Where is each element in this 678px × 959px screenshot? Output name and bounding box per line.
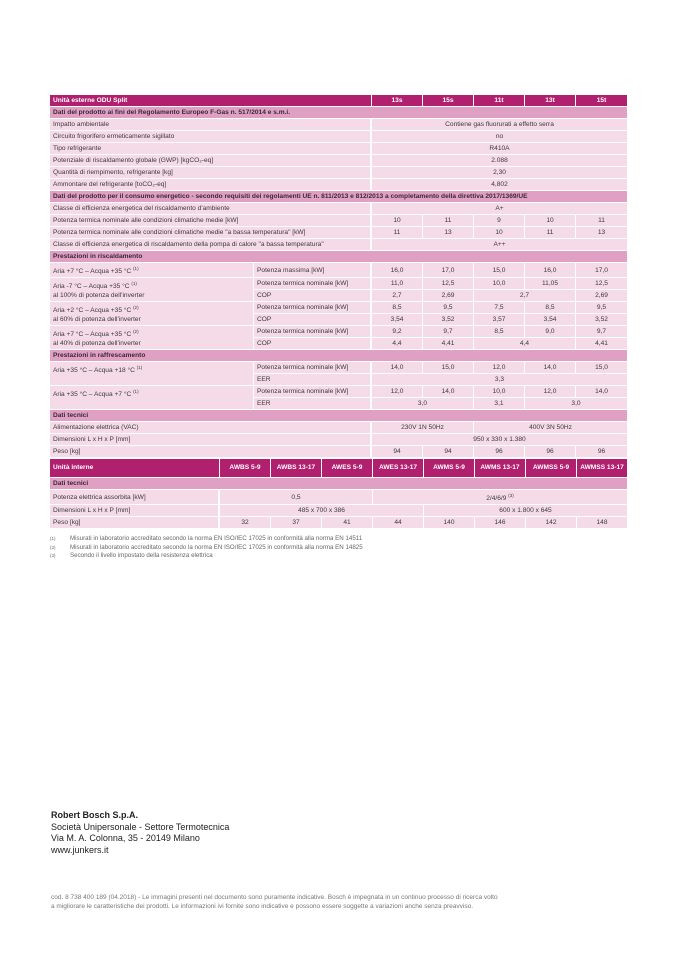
footnotes <box>50 535 627 561</box>
disclaimer <box>51 893 611 911</box>
cooling-value: 12,0 <box>524 386 575 398</box>
tech-label: Peso [kg] <box>50 446 371 458</box>
heating-value: 4,4 <box>473 338 575 350</box>
energy-value: A+ <box>371 203 627 215</box>
idu-value: 485 x 700 x 386 <box>219 505 423 517</box>
energy-value: 13 <box>422 227 473 239</box>
col-13t: 13t <box>524 95 575 107</box>
idu-value: 37 <box>270 517 321 529</box>
heating-section: Prestazioni in riscaldamento <box>50 251 627 263</box>
odu-header-row <box>50 95 627 107</box>
heating-value: 9,0 <box>524 326 575 338</box>
heating-value: 17,0 <box>575 263 627 278</box>
heating-param: COP <box>254 338 371 350</box>
heating-param: COP <box>254 290 371 302</box>
idu-value: 32 <box>219 517 270 529</box>
energy-value: 10 <box>371 215 422 227</box>
idu-title: Unità interne <box>50 459 219 478</box>
idu-value: 2/4/6/9 $^{(3)}$ <box>372 490 627 505</box>
heating-value: 3,52 <box>422 314 473 326</box>
fgas-label: Ammontare del refrigerante [toCO₂-eq] <box>50 179 371 191</box>
idu-label: Dimensioni L x H x P [mm] <box>50 505 219 517</box>
heating-param: Potenza massima [kW] <box>254 263 371 278</box>
company-line: Società Unipersonale - Settore Termotecnica <box>51 821 230 832</box>
tech-label: Alimentazione elettrica (VAC) <box>50 422 371 434</box>
heating-value: 2,69 <box>422 290 473 302</box>
col-awbs-5-9: AWBS 5-9 <box>219 459 270 478</box>
heating-value: 9,7 <box>422 326 473 338</box>
cooling-param: Potenza termica nominale [kW] <box>254 362 371 374</box>
heating-value: 12,5 <box>422 278 473 290</box>
heating-condition: Aria +7 °C – Acqua +35 °C $^{(1)}$ <box>50 263 254 278</box>
idu-label: Potenza elettrica assorbita [kW] <box>50 490 219 505</box>
heating-param: Potenza termica nominale [kW] <box>254 278 371 290</box>
cooling-condition: Aria +35 °C – Acqua +18 °C $^{(1)}$ <box>50 362 254 386</box>
fgas-label: Circuito frigorifero ermeticamente sigillato <box>50 131 371 143</box>
fgas-value: 4,802 <box>371 179 627 191</box>
odu-table <box>50 95 627 458</box>
tech-value: 400V 3N 50Hz <box>473 422 627 434</box>
energy-value: 11 <box>575 215 627 227</box>
cooling-param: Potenza termica nominale [kW] <box>254 386 371 398</box>
energy-value: 11 <box>422 215 473 227</box>
idu-value: 41 <box>321 517 372 529</box>
odu-title: Unità esterne ODU Split <box>50 95 371 107</box>
tech-value: 94 <box>422 446 473 458</box>
heating-value: 16,0 <box>371 263 422 278</box>
fgas-value: 2.088 <box>371 155 627 167</box>
col-11t: 11t <box>473 95 524 107</box>
fgas-label: Tipo refrigerante <box>50 143 371 155</box>
heating-condition: Aria -7 °C – Acqua +35 °C $^{(1)}$ al 100% di potenza dell'inverter <box>50 278 254 302</box>
energy-value: 13 <box>575 227 627 239</box>
col-awms-5-9: AWMS 5-9 <box>423 459 474 478</box>
energy-value: 9 <box>473 215 524 227</box>
fgas-value: no <box>371 131 627 143</box>
tech-value: 96 <box>473 446 524 458</box>
cooling-param: EER <box>254 374 371 386</box>
fgas-value: 2,30 <box>371 167 627 179</box>
idu-value: 142 <box>525 517 576 529</box>
tech-label: Dimensioni L x H x P [mm] <box>50 434 371 446</box>
idu-table <box>50 459 627 529</box>
fgas-label: Potenziale di riscaldamento globale (GWP) [kgCO₂-eq] <box>50 155 371 167</box>
heating-value: 9,7 <box>575 326 627 338</box>
tech-value: 950 x 330 x 1.380 <box>371 434 627 446</box>
fgas-label: Quantità di riempimento, refrigerante [kg] <box>50 167 371 179</box>
tech-value: 96 <box>524 446 575 458</box>
idu-value: 44 <box>372 517 423 529</box>
energy-label: Classe di efficienza energetica di riscaldamento della pompa di calore "a bassa temperatura" <box>50 239 371 251</box>
col-awes-5-9: AWES 5-9 <box>321 459 372 478</box>
fgas-value: Contiene gas fluorurati a effetto serra <box>371 119 627 131</box>
col-15s: 15s <box>422 95 473 107</box>
tech-section: Dati tecnici <box>50 410 627 422</box>
energy-value: A++ <box>371 239 627 251</box>
idu-value: 140 <box>423 517 474 529</box>
heating-value: 16,0 <box>524 263 575 278</box>
heating-value: 7,5 <box>473 302 524 314</box>
company-address: Via M. A. Colonna, 35 - 20149 Milano <box>51 833 200 843</box>
cooling-value: 14,0 <box>371 362 422 374</box>
cooling-value: 3,1 <box>473 398 524 410</box>
heating-value: 4,4 <box>371 338 422 350</box>
col-awmss-13-17: AWMSS 13-17 <box>576 459 627 478</box>
energy-label: Classe di efficienza energetica del riscaldamento d'ambiente <box>50 203 371 215</box>
heating-value: 8,5 <box>371 302 422 314</box>
company-website: www.junkers.it <box>51 844 109 855</box>
cooling-value: 3,3 <box>371 374 627 386</box>
energy-section: Dati del prodotto per il consumo energetico - secondo requisiti dei regolamenti UE n. 811/2013 e 812/2013 a completamento della direttiva 2017/1369/UE <box>50 191 627 203</box>
idu-tech-section: Dati tecnici <box>50 478 627 490</box>
heating-value: 12,5 <box>575 278 627 290</box>
cooling-param: EER <box>254 398 371 410</box>
company-name: Robert Bosch S.p.A. <box>51 810 139 820</box>
energy-value: 11 <box>524 227 575 239</box>
cooling-value: 10,0 <box>473 386 524 398</box>
disclaimer-line: cod. 8 738 400 189 (04.2018) - Le immagini presenti nel documento sono puramente indicative. Bosch è impegnata in un continuo processo di ricerca volto <box>51 894 498 901</box>
heating-value: 3,52 <box>575 314 627 326</box>
cooling-value: 3,0 <box>371 398 473 410</box>
heating-value: 3,57 <box>473 314 524 326</box>
heating-value: 11,05 <box>524 278 575 290</box>
heating-value: 8,5 <box>524 302 575 314</box>
company-info <box>51 810 229 856</box>
heating-value: 4,41 <box>575 338 627 350</box>
cooling-value: 3,0 <box>524 398 627 410</box>
heating-value: 2,7 <box>371 290 422 302</box>
heating-value: 15,0 <box>473 263 524 278</box>
tech-value: 94 <box>371 446 422 458</box>
heating-value: 3,54 <box>371 314 422 326</box>
energy-label: Potenza termica nominale alle condizioni climatiche medie [kW] <box>50 215 371 227</box>
col-15t: 15t <box>575 95 627 107</box>
heating-param: Potenza termica nominale [kW] <box>254 302 371 314</box>
cooling-condition: Aria +35 °C – Acqua +7 °C $^{(1)}$ <box>50 386 254 410</box>
energy-value: 11 <box>371 227 422 239</box>
cooling-value: 12,0 <box>371 386 422 398</box>
idu-header-row <box>50 459 627 478</box>
cooling-value: 14,0 <box>575 386 627 398</box>
heating-value: 2,7 <box>473 290 575 302</box>
cooling-value: 15,0 <box>575 362 627 374</box>
col-awmss-5-9: AWMSS 5-9 <box>525 459 576 478</box>
heating-condition: Aria +7 °C – Acqua +35 °C $^{(2)}$ al 40% di potenza dell'inverter <box>50 326 254 350</box>
fgas-section: Dati del prodotto ai fini del Regolamento Europeo F-Gas n. 517/2014 e s.m.i. <box>50 107 627 119</box>
fgas-label: Impatto ambientale <box>50 119 371 131</box>
energy-value: 10 <box>473 227 524 239</box>
heating-value: 9,5 <box>422 302 473 314</box>
idu-value: 146 <box>474 517 525 529</box>
col-awes-13-17: AWES 13-17 <box>372 459 423 478</box>
cooling-value: 14,0 <box>524 362 575 374</box>
heating-condition: Aria +2 °C – Acqua +35 °C $^{(2)}$ al 60% di potenza dell'inverter <box>50 302 254 326</box>
heating-param: Potenza termica nominale [kW] <box>254 326 371 338</box>
heating-value: 8,5 <box>473 326 524 338</box>
idu-label: Peso [kg] <box>50 517 219 529</box>
col-13s: 13s <box>371 95 422 107</box>
footnote: (1) Misurati in laboratorio accreditato secondo la norma EN ISO/IEC 17025 in conformità alla norma EN 14511 <box>50 535 363 543</box>
heating-value: 9,5 <box>575 302 627 314</box>
heating-value: 2,69 <box>575 290 627 302</box>
heating-value: 9,2 <box>371 326 422 338</box>
heating-value: 11,0 <box>371 278 422 290</box>
cooling-value: 15,0 <box>422 362 473 374</box>
footnote: (3) Secondo il livello impostato della resistenza elettrica <box>50 552 213 560</box>
cooling-value: 12,0 <box>473 362 524 374</box>
idu-value: 0,5 <box>219 490 372 505</box>
heating-param: COP <box>254 314 371 326</box>
heating-value: 10,0 <box>473 278 524 290</box>
disclaimer-line: a migliorare le caratteristiche dei prodotti. Le informazioni ivi fornite sono indicative e possono essere soggette a variazioni anche senza preavviso. <box>51 903 474 910</box>
col-awbs-13-17: AWBS 13-17 <box>270 459 321 478</box>
tech-value: 96 <box>575 446 627 458</box>
energy-value: 10 <box>524 215 575 227</box>
cooling-value: 14,0 <box>422 386 473 398</box>
idu-value: 148 <box>576 517 627 529</box>
heating-value: 17,0 <box>422 263 473 278</box>
idu-value: 600 x 1.800 x 645 <box>423 505 627 517</box>
footnote: (2) Misurati in laboratorio accreditato secondo la norma EN ISO/IEC 17025 in conformità alla norma EN 14825 <box>50 543 363 551</box>
col-awms-13-17: AWMS 13-17 <box>474 459 525 478</box>
cooling-section: Prestazioni in raffrescamento <box>50 350 627 362</box>
spec-document <box>50 95 627 561</box>
tech-value: 230V 1N 50Hz <box>371 422 473 434</box>
fgas-value: R410A <box>371 143 627 155</box>
heating-value: 4,41 <box>422 338 473 350</box>
heating-value: 3,54 <box>524 314 575 326</box>
energy-label: Potenza termica nominale alle condizioni climatiche medie "a bassa temperatura" [kW] <box>50 227 371 239</box>
